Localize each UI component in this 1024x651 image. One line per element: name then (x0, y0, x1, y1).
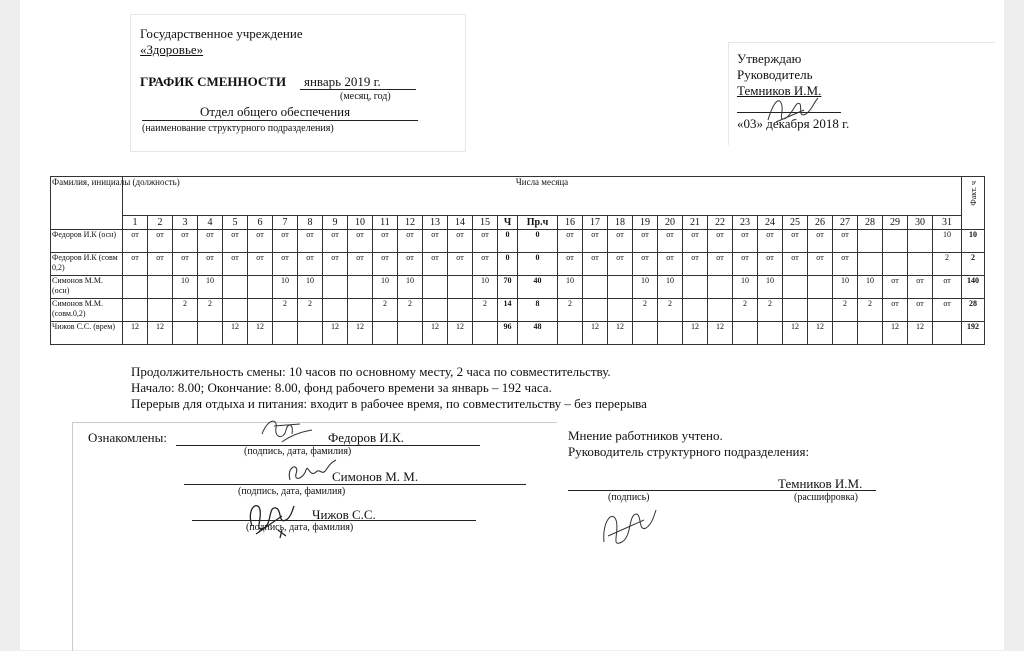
schedule-cell (608, 299, 633, 322)
schedule-cell: 12 (123, 322, 148, 345)
day-header-cell: 8 (298, 216, 323, 230)
days-header: Числа месяца (123, 177, 962, 216)
schedule-cell: от (683, 230, 708, 253)
schedule-cell: от (198, 230, 223, 253)
schedule-cell: 12 (883, 322, 908, 345)
schedule-cell: 12 (323, 322, 348, 345)
approval-name: Темников И.М. (737, 83, 822, 98)
schedule-cell: от (758, 253, 783, 276)
schedule-cell: от (448, 253, 473, 276)
schedule-cell: 96 (498, 322, 518, 345)
schedule-cell (298, 322, 323, 345)
schedule-cell: 2 (198, 299, 223, 322)
day-header-cell: Пр.ч (518, 216, 558, 230)
schedule-cell: 14 (498, 299, 518, 322)
schedule-cell: от (933, 276, 962, 299)
schedule-cell: 2 (858, 299, 883, 322)
approval-line-1: Утверждаю (737, 51, 802, 66)
schedule-cell: от (683, 253, 708, 276)
schedule-cell: 10 (833, 276, 858, 299)
schedule-cell: 8 (518, 299, 558, 322)
schedule-cell: от (558, 230, 583, 253)
schedule-cell (248, 276, 273, 299)
department-caption: (наименование структурного подразделения) (142, 123, 334, 134)
schedule-cell: от (373, 230, 398, 253)
day-header-cell: 4 (198, 216, 223, 230)
fact-header-text: Факт. ч (968, 181, 978, 206)
signature-fedorov (256, 414, 316, 446)
schedule-cell: от (248, 253, 273, 276)
schedule-cell: 12 (683, 322, 708, 345)
schedule-cell: 2 (833, 299, 858, 322)
day-numbers-row (51, 216, 985, 230)
acknowledged-name-3: Чижов С.С. (312, 507, 376, 522)
schedule-cell: от (373, 253, 398, 276)
day-header-cell: 16 (558, 216, 583, 230)
approval-line-2: Руководитель (737, 67, 813, 82)
schedule-cell: от (173, 253, 198, 276)
schedule-cell (173, 322, 198, 345)
schedule-cell: 2 (273, 299, 298, 322)
org-line-2: «Здоровье» (140, 42, 204, 57)
day-header-cell: 5 (223, 216, 248, 230)
schedule-cell: 70 (498, 276, 518, 299)
doc-title: ГРАФИК СМЕННОСТИ (140, 74, 287, 89)
schedule-cell (448, 276, 473, 299)
schedule-cell: от (733, 253, 758, 276)
schedule-cell: от (658, 230, 683, 253)
schedule-cell (833, 322, 858, 345)
schedule-cell (883, 253, 908, 276)
schedule-cell: от (398, 253, 423, 276)
schedule-cell: от (883, 276, 908, 299)
schedule-cell (123, 276, 148, 299)
schedule-cell: от (223, 253, 248, 276)
schedule-cell: от (473, 230, 498, 253)
schedule-cell: 2 (398, 299, 423, 322)
schedule-cell (273, 322, 298, 345)
schedule-cell (473, 322, 498, 345)
day-header-cell: 14 (448, 216, 473, 230)
schedule-cell (783, 276, 808, 299)
schedule-cell (448, 299, 473, 322)
schedule-cell (373, 322, 398, 345)
day-header-cell: 25 (783, 216, 808, 230)
department: Отдел общего обеспечения (200, 104, 351, 119)
schedule-cell: от (608, 230, 633, 253)
schedule-cell (883, 230, 908, 253)
schedule-cell: 10 (298, 276, 323, 299)
schedule-cell: 2 (633, 299, 658, 322)
fact-hours-cell: 10 (962, 230, 985, 253)
schedule-cell: 2 (658, 299, 683, 322)
schedule-cell: 12 (708, 322, 733, 345)
schedule-cell: 12 (783, 322, 808, 345)
day-header-cell: 23 (733, 216, 758, 230)
schedule-cell: 2 (373, 299, 398, 322)
schedule-cell: от (733, 230, 758, 253)
schedule-cell (558, 322, 583, 345)
schedule-cell (348, 299, 373, 322)
fact-hours-cell: 2 (962, 253, 985, 276)
schedule-cell: от (883, 299, 908, 322)
schedule-cell: от (273, 253, 298, 276)
schedule-cell: от (198, 253, 223, 276)
schedule-cell: от (348, 253, 373, 276)
schedule-cell: 10 (733, 276, 758, 299)
schedule-cell: 2 (298, 299, 323, 322)
opinion-line-2: Руководитель структурного подразделения: (568, 444, 810, 459)
day-header-cell: 7 (273, 216, 298, 230)
day-header-cell: 26 (808, 216, 833, 230)
schedule-cell: от (908, 276, 933, 299)
schedule-cell: 10 (658, 276, 683, 299)
schedule-cell: от (273, 230, 298, 253)
schedule-cell: от (398, 230, 423, 253)
schedule-cell: от (633, 253, 658, 276)
schedule-cell: 0 (518, 230, 558, 253)
schedule-cell: от (123, 230, 148, 253)
schedule-cell: от (708, 253, 733, 276)
schedule-cell: 12 (608, 322, 633, 345)
schedule-cell (783, 299, 808, 322)
schedule-cell: от (323, 253, 348, 276)
schedule-cell: 48 (518, 322, 558, 345)
schedule-cell: 2 (473, 299, 498, 322)
name-column-header: Фамилия, инициалы (должность) (51, 177, 123, 230)
day-header-cell: 19 (633, 216, 658, 230)
schedule-cell (583, 299, 608, 322)
schedule-cell: от (423, 253, 448, 276)
schedule-cell (908, 253, 933, 276)
signature-simonov (282, 456, 338, 490)
document-page (20, 0, 1004, 650)
employee-name-cell: Федоров И.К (осн) (51, 230, 123, 253)
day-header-cell: 18 (608, 216, 633, 230)
employee-name-cell: Симонов М.М. (совм.0,2) (51, 299, 123, 322)
schedule-cell: от (173, 230, 198, 253)
schedule-cell (248, 299, 273, 322)
schedule-cell: от (223, 230, 248, 253)
opinion-line-1: Мнение работников учтено. (568, 428, 723, 443)
approval-signature (764, 92, 820, 128)
schedule-cell (758, 322, 783, 345)
day-header-cell: 29 (883, 216, 908, 230)
schedule-cell (858, 253, 883, 276)
schedule-cell: от (833, 253, 858, 276)
schedule-cell: 12 (448, 322, 473, 345)
schedule-cell: от (933, 299, 962, 322)
schedule-cell: от (123, 253, 148, 276)
schedule-cell: от (423, 230, 448, 253)
schedule-cell: 12 (148, 322, 173, 345)
fact-hours-cell: 192 (962, 322, 985, 345)
signature-chizhov (242, 496, 296, 540)
schedule-cell (908, 230, 933, 253)
acknowledged-caption-1: (подпись, дата, фамилия) (244, 446, 352, 457)
schedule-cell (683, 299, 708, 322)
schedule-cell: от (248, 230, 273, 253)
schedule-cell (148, 299, 173, 322)
day-header-cell: 13 (423, 216, 448, 230)
schedule-cell: 10 (173, 276, 198, 299)
period-caption: (месяц, год) (340, 91, 391, 102)
day-header-cell: 20 (658, 216, 683, 230)
schedule-cell: 2 (933, 253, 962, 276)
schedule-cell: от (583, 253, 608, 276)
schedule-cell: 2 (733, 299, 758, 322)
schedule-cell (708, 276, 733, 299)
schedule-cell (708, 299, 733, 322)
schedule-cell: 10 (858, 276, 883, 299)
schedule-cell: от (298, 253, 323, 276)
note-line-3: Перерыв для отдыха и питания: входит в рабочее время, по совместительству – без перерыва (131, 396, 647, 411)
schedule-cell (223, 276, 248, 299)
opinion-caption-sign: (подпись) (608, 492, 650, 503)
schedule-cell: от (473, 253, 498, 276)
acknowledged-label: Ознакомлены: (88, 430, 167, 445)
day-header-cell: 2 (148, 216, 173, 230)
schedule-cell: от (583, 230, 608, 253)
employee-name-cell: Симонов М.М. (осн) (51, 276, 123, 299)
opinion-caption-decode: (расшифровка) (794, 492, 858, 503)
schedule-cell: 0 (498, 253, 518, 276)
schedule-cell: от (908, 299, 933, 322)
note-line-1: Продолжительность смены: 10 часов по основному месту, 2 часа по совместительству. (131, 364, 611, 379)
acknowledged-name-1: Федоров И.К. (328, 430, 404, 445)
schedule-cell: от (148, 253, 173, 276)
schedule-rows (51, 230, 985, 345)
day-header-cell: 31 (933, 216, 962, 230)
org-line-1: Государственное учреждение (140, 26, 303, 41)
day-header-cell: 10 (348, 216, 373, 230)
schedule-cell (423, 299, 448, 322)
schedule-cell (858, 322, 883, 345)
schedule-cell: 2 (558, 299, 583, 322)
acknowledged-name-2: Симонов М. М. (332, 469, 419, 484)
schedule-cell (148, 276, 173, 299)
employee-name-cell: Федоров И.К (совм 0,2) (51, 253, 123, 276)
schedule-cell: от (658, 253, 683, 276)
schedule-cell (398, 322, 423, 345)
schedule-cell: 10 (198, 276, 223, 299)
schedule-cell (348, 276, 373, 299)
approval-date: «03» декабря 2018 г. (737, 116, 850, 131)
shift-schedule-table (50, 176, 985, 345)
schedule-cell: от (783, 230, 808, 253)
schedule-cell: 10 (473, 276, 498, 299)
schedule-cell: 12 (908, 322, 933, 345)
fact-column-header (962, 177, 985, 230)
schedule-cell: от (323, 230, 348, 253)
day-header-cell: 17 (583, 216, 608, 230)
day-header-cell: 27 (833, 216, 858, 230)
day-header-cell: 30 (908, 216, 933, 230)
schedule-cell: 10 (633, 276, 658, 299)
schedule-cell (583, 276, 608, 299)
schedule-cell (808, 299, 833, 322)
schedule-cell: 10 (933, 230, 962, 253)
day-header-cell: 1 (123, 216, 148, 230)
day-header-cell: 15 (473, 216, 498, 230)
day-header-cell: 3 (173, 216, 198, 230)
schedule-cell: 2 (758, 299, 783, 322)
schedule-cell: от (448, 230, 473, 253)
schedule-cell: от (783, 253, 808, 276)
schedule-cell: 12 (423, 322, 448, 345)
schedule-cell: 12 (223, 322, 248, 345)
table-row (51, 322, 985, 345)
schedule-cell: от (808, 230, 833, 253)
schedule-cell: от (633, 230, 658, 253)
day-header-cell: 9 (323, 216, 348, 230)
schedule-cell (123, 299, 148, 322)
day-header-cell: 12 (398, 216, 423, 230)
note-line-2: Начало: 8.00; Окончание: 8.00, фонд рабочего времени за январь – 192 часа. (131, 380, 552, 395)
fact-hours-cell: 28 (962, 299, 985, 322)
day-header-cell: 11 (373, 216, 398, 230)
schedule-cell (608, 276, 633, 299)
day-header-cell: 21 (683, 216, 708, 230)
schedule-cell (633, 322, 658, 345)
table-row (51, 230, 985, 253)
schedule-cell: 2 (173, 299, 198, 322)
schedule-cell (858, 230, 883, 253)
opinion-name: Темников И.М. (778, 476, 863, 491)
schedule-cell: от (298, 230, 323, 253)
day-header-cell: 22 (708, 216, 733, 230)
schedule-cell: 12 (348, 322, 373, 345)
acknowledged-caption-2: (подпись, дата, фамилия) (238, 486, 346, 497)
day-header-cell: Ч (498, 216, 518, 230)
schedule-cell: 10 (273, 276, 298, 299)
schedule-cell (683, 276, 708, 299)
schedule-cell (658, 322, 683, 345)
schedule-cell: 12 (583, 322, 608, 345)
schedule-cell (808, 276, 833, 299)
schedule-cell: 10 (398, 276, 423, 299)
table-row (51, 299, 985, 322)
fact-hours-cell: 140 (962, 276, 985, 299)
schedule-cell: от (148, 230, 173, 253)
schedule-cell: от (708, 230, 733, 253)
schedule-cell: от (348, 230, 373, 253)
schedule-cell (733, 322, 758, 345)
schedule-cell: от (758, 230, 783, 253)
schedule-cell (423, 276, 448, 299)
schedule-cell: от (558, 253, 583, 276)
schedule-cell: 12 (808, 322, 833, 345)
schedule-cell (198, 322, 223, 345)
schedule-cell: от (608, 253, 633, 276)
signature-temnikov (598, 502, 658, 552)
schedule-cell (323, 276, 348, 299)
schedule-cell: 0 (498, 230, 518, 253)
schedule-cell: 40 (518, 276, 558, 299)
schedule-cell (223, 299, 248, 322)
schedule-cell (933, 322, 962, 345)
schedule-cell: 0 (518, 253, 558, 276)
schedule-cell: от (808, 253, 833, 276)
period: январь 2019 г. (304, 74, 381, 89)
schedule-cell: от (833, 230, 858, 253)
schedule-cell: 12 (248, 322, 273, 345)
day-header-cell: 24 (758, 216, 783, 230)
table-row (51, 253, 985, 276)
employee-name-cell: Чижов С.С. (врем) (51, 322, 123, 345)
schedule-cell: 10 (558, 276, 583, 299)
schedule-cell: 10 (758, 276, 783, 299)
day-header-cell: 6 (248, 216, 273, 230)
acknowledged-caption-3: (подпись, дата, фамилия) (246, 522, 354, 533)
schedule-cell: 10 (373, 276, 398, 299)
schedule-cell (323, 299, 348, 322)
day-header-cell: 28 (858, 216, 883, 230)
table-row (51, 276, 985, 299)
